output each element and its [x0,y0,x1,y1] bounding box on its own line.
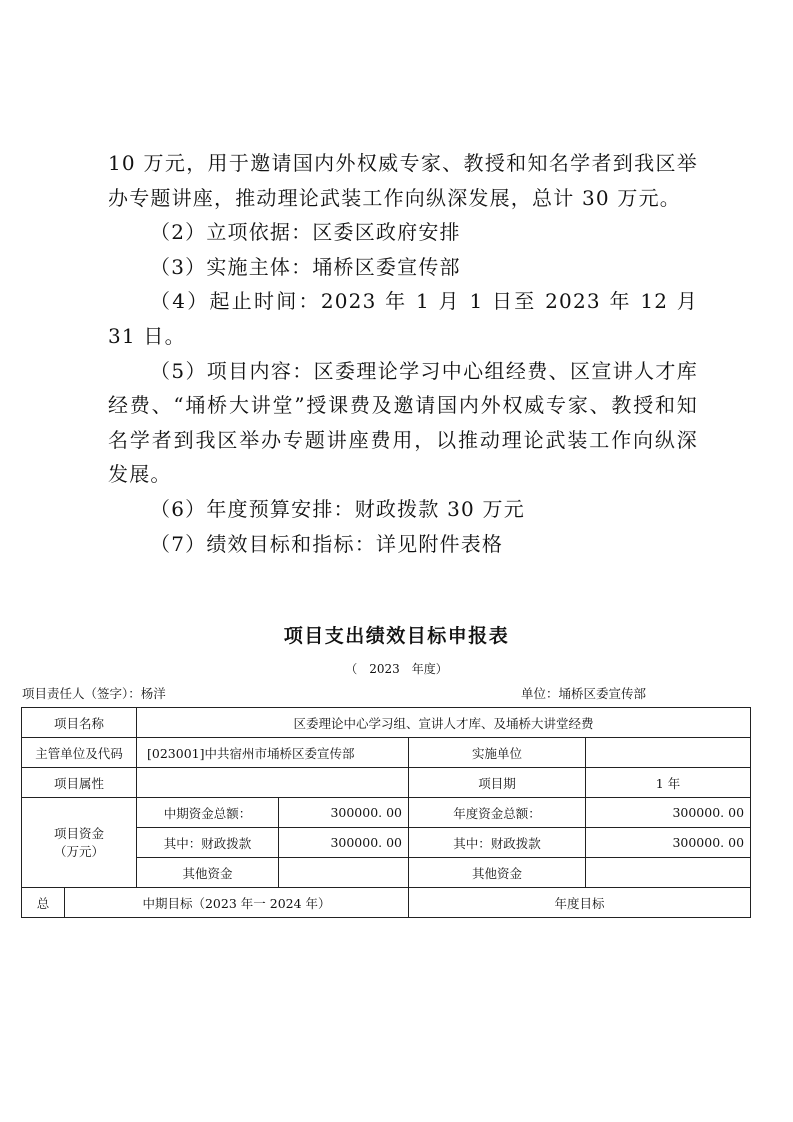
impl-value [586,738,751,768]
table-year: （ 2023 年度） [345,662,448,676]
paragraph-targets: （7）绩效目标和指标：详见附件表格 [150,531,504,556]
dept-label: 主管单位及代码 [22,738,137,768]
year-fiscal-value: 300000. 00 [586,828,751,858]
attr-value [137,768,409,798]
year-goal-label: 年度目标 [409,888,751,918]
paragraph-continuation: 10 万元，用于邀请国内外权威专家、教授和知名学者到我区举办专题讲座，推动理论武装工作向纵深发展，总计 30 万元。 [108,151,698,210]
goal-col-label: 总 [22,888,65,918]
paragraph-period: （4）起止时间：2023 年 1 月 1 日至 2023 年 12 月 31 日。 [108,289,698,348]
table-row [22,888,751,918]
project-name-label: 项目名称 [22,708,137,738]
impl-label: 实施单位 [409,738,586,768]
table-row [22,798,751,828]
year-other-label: 其他资金 [409,858,586,888]
period-label: 项目期 [409,768,586,798]
body-text [108,146,698,561]
mid-other-value [279,858,409,888]
table-row [22,738,751,768]
period-value: 1 年 [586,768,751,798]
year-fiscal-label: 其中：财政拨款 [409,828,586,858]
table-title: 项目支出绩效目标申报表 [283,625,510,647]
year-other-value [586,858,751,888]
table-row [22,708,751,738]
paragraph-implementer: （3）实施主体：埇桥区委宣传部 [150,254,461,279]
unit-label: 单位：埇桥区委宣传部 [521,686,647,701]
year-total-value: 300000. 00 [586,798,751,828]
dept-value: [023001]中共宿州市埇桥区委宣传部 [137,738,409,768]
funds-label-line1: 项目资金 [54,825,105,841]
mid-fiscal-value: 300000. 00 [279,828,409,858]
attr-label: 项目属性 [22,768,137,798]
paragraph-budget: （6）年度预算安排：财政拨款 30 万元 [150,496,525,521]
year-total-label: 年度资金总额： [409,798,586,828]
table-row [22,768,751,798]
paragraph-content: （5）项目内容：区委理论学习中心组经费、区宣讲人才库经费、“埇桥大讲堂”授课费及邀请国内外权威专家、教授和知名学者到我区举办专题讲座费用，以推动理论武装工作向纵深发展。 [108,358,698,487]
funds-label-line2: （万元） [54,843,105,859]
mid-fiscal-label: 其中：财政拨款 [137,828,279,858]
mid-other-label: 其他资金 [137,858,279,888]
performance-table [21,707,751,918]
project-name-value: 区委理论中心学习组、宣讲人才库、及埇桥大讲堂经费 [137,708,751,738]
mid-goal-label: 中期目标（2023 年一 2024 年） [65,888,409,918]
paragraph-basis: （2）立项依据：区委区政府安排 [150,220,461,245]
funds-label [22,798,137,888]
responsible-person: 项目责任人（签字）：杨洋 [22,686,166,701]
mid-total-label: 中期资金总额： [137,798,279,828]
mid-total-value: 300000. 00 [279,798,409,828]
